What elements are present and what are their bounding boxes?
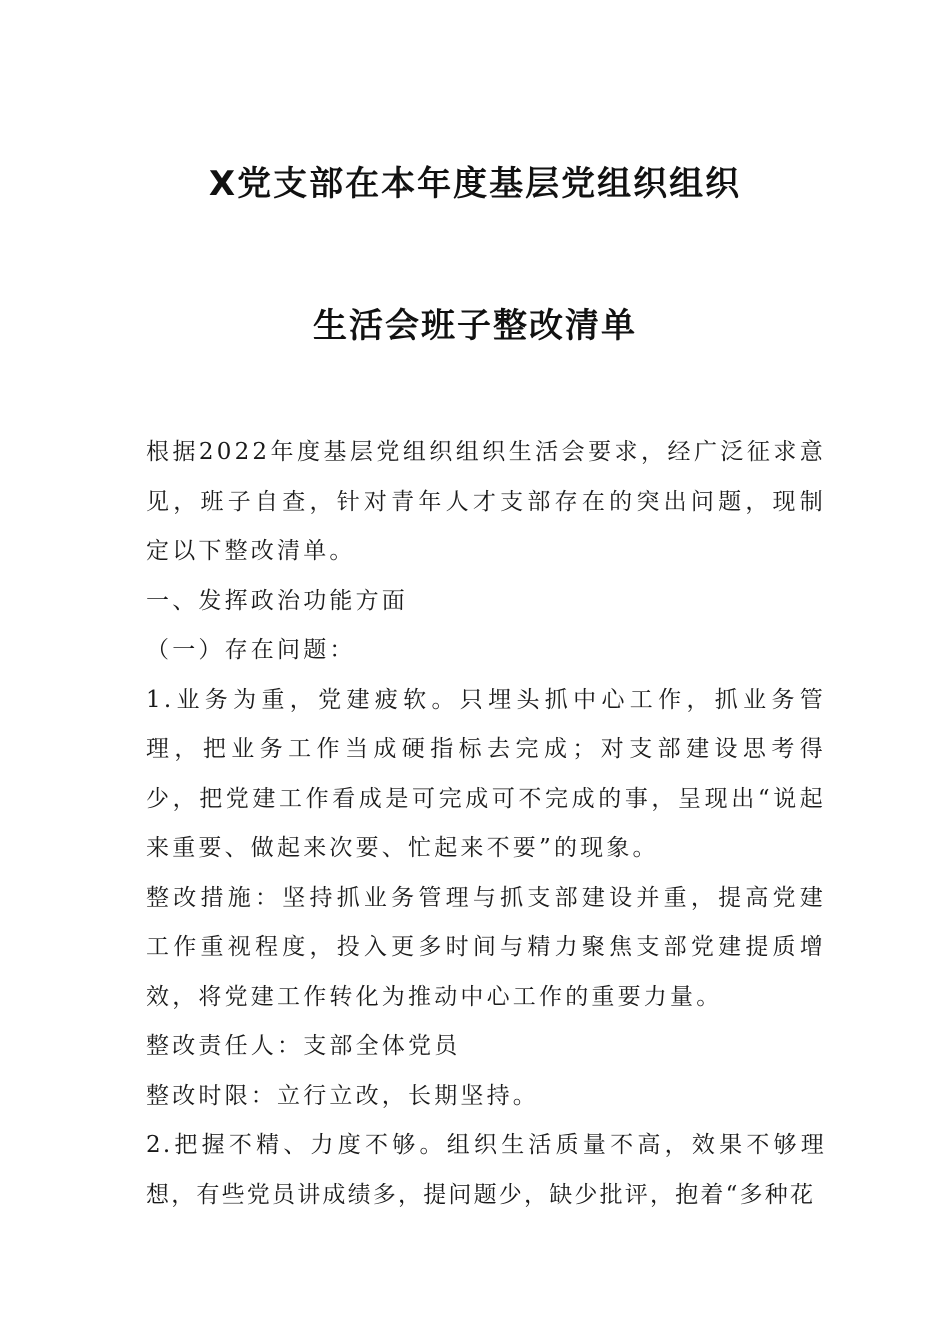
issue-paragraph-1: 1.业务为重，党建疲软。只埋头抓中心工作，抓业务管理，把业务工作当成硬指标去完成；对支部建设思考得少，把党建工作看成是可完成可不完成的事，呈现出“说起来重要、做起来次要、忙起来不要”的现象。 [146, 686, 826, 861]
intro-paragraph: 根据2022年度基层党组织组织生活会要求，经广泛征求意见，班子自查，针对青年人才支部存在的突出问题，现制定以下整改清单。 [146, 439, 826, 564]
document-body [146, 428, 826, 1220]
responsible-person: 整改责任人：支部全体党员 [146, 1033, 461, 1059]
document-title-line-2: 生活会班子整改清单 [313, 306, 637, 346]
section-heading: 一、发挥政治功能方面 [146, 587, 408, 614]
subsection-heading: （一）存在问题： [146, 637, 356, 663]
measures-paragraph: 整改措施：坚持抓业务管理与抓支部建设并重，提高党建工作重视程度，投入更多时间与精力聚焦支部党建提质增效，将党建工作转化为推动中心工作的重要力量。 [146, 884, 826, 1010]
issue-paragraph-2: 2.把握不精、力度不够。组织生活质量不高，效果不够理想，有些党员讲成绩多，提问题少，缺少批评，抱着“多种花 [146, 1132, 826, 1208]
document-title-line-1: X党支部在本年度基层党组织组织 [208, 164, 742, 204]
deadline: 整改时限：立行立改，长期坚持。 [146, 1082, 539, 1109]
